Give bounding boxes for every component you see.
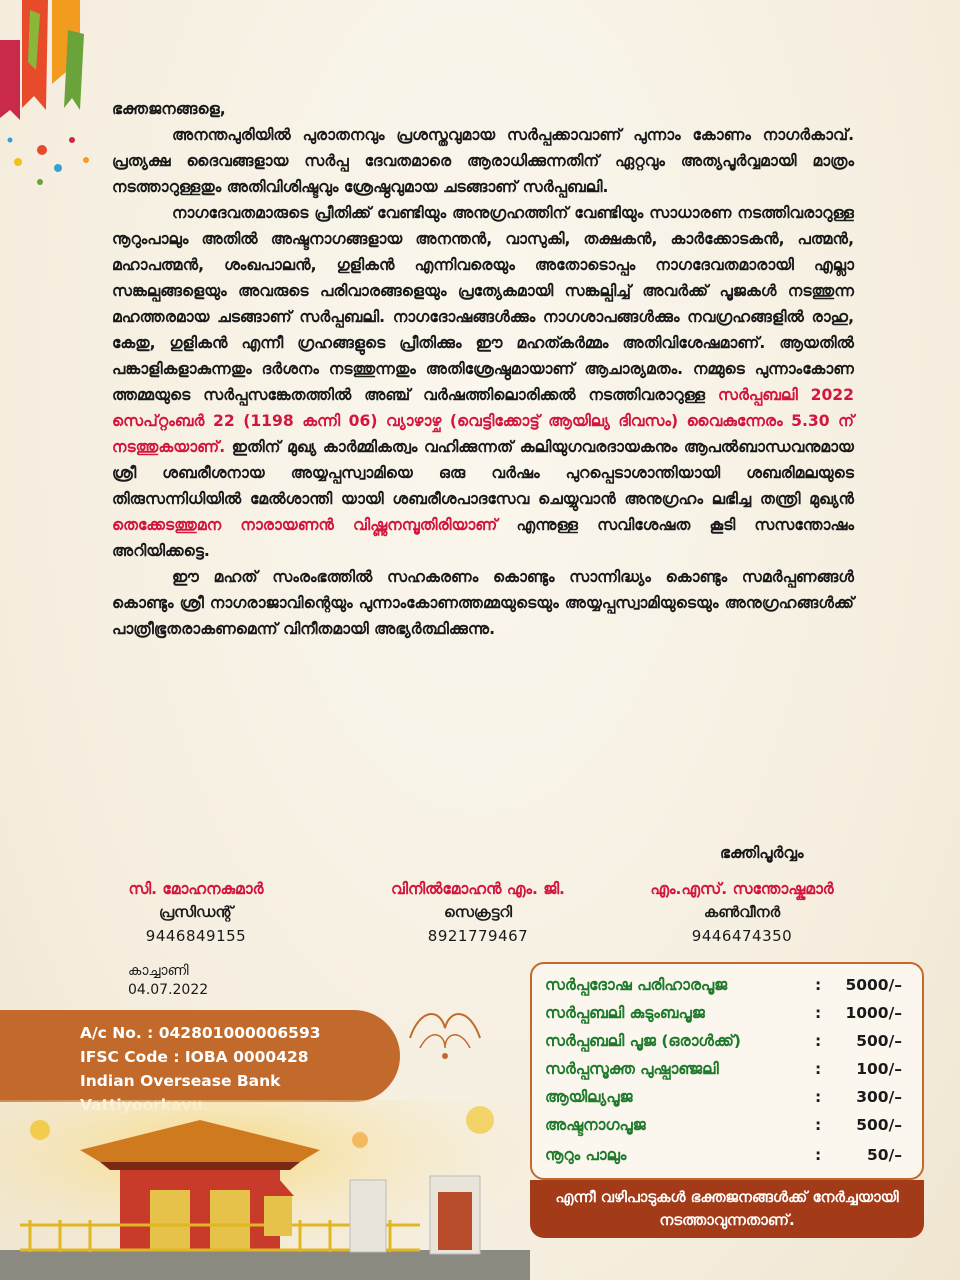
signatory-role: പ്രസിഡന്റ് [159,903,233,921]
offering-price: 5000/– [845,976,902,994]
offering-price: 100/– [856,1060,902,1078]
offering-row [532,1060,922,1086]
closing-regards: ഭക്തിപൂർവ്വം [720,844,804,862]
offering-price: 500/– [856,1116,902,1134]
offering-row [532,976,922,1002]
offering-row [532,1088,922,1114]
ifsc-code: IFSC Code : IOBA 0000428 [80,1048,309,1066]
paragraph-3: ഈ മഹത് സംരംഭത്തിൽ സഹകരണം കൊണ്ടും സാന്നിദ്ധ്യം കൊണ്ടും സമർപ്പണങ്ങൾ കൊണ്ടും ശ്രീ നാഗരാജാവിന്റെയും പുന്നാംകോണത്തമ്മയുടെയും അയ്യപ്പസ്വാമിയുടെയും അനുഗ്രഹങ്ങൾക്ക് പാത്രീഭൂതരാകണമെന്ന് വിനീതമായി അഭ്യർത്ഥിക്കുന്നു. [112,568,854,638]
offerings-box [530,962,924,1180]
offering-name: സർപ്പദോഷ പരിഹാരപൂജ [545,976,728,994]
signatory-convener [622,880,862,945]
priest-name-highlight: തെക്കേടത്തുമന നാരായണൻ വിഷ്ണുനമ്പൂതിരിയാണ് [112,516,498,534]
temple-illustration [0,1100,530,1280]
signatory-name: എം.എസ്. സന്തോഷ്കുമാർ [650,880,834,898]
signatory-role: സെക്രട്ടറി [444,903,512,921]
offering-row [532,1004,922,1030]
signatory-secretary [368,880,588,945]
offering-price: 1000/– [845,1004,902,1022]
offering-name: ആയില്യപൂജ [545,1088,633,1106]
offering-name: സർപ്പസൂക്ത പുഷ്പാഞ്ജലി [545,1060,719,1078]
signatory-role: കൺവീനർ [703,903,781,921]
account-number: A/c No. : 042801000006593 [80,1024,321,1042]
offering-colon: : [815,1060,822,1078]
bank-details-band [0,1010,400,1102]
letter-body [112,96,854,642]
offering-colon: : [815,1088,822,1106]
bank-name: Indian Oversease Bank [80,1072,281,1090]
offering-name: സർപ്പബലി പൂജ (ഒരാൾക്ക്) [545,1032,741,1050]
signatory-name: വിനിൽമോഹൻ എം. ജി. [391,880,565,898]
offering-row [532,1116,922,1142]
signatory-phone: 9446474350 [691,927,793,945]
offerings-note: എന്നീ വഴിപാടുകൾ ഭക്തജനങ്ങൾക്ക് നേർച്ചയായി നടത്താവുന്നതാണ്. [530,1180,924,1238]
signatory-phone: 8921779467 [427,927,529,945]
paragraph-2-text-c: എന്നുള്ള സവിശേഷത കൂടി സസന്തോഷം അറിയിക്കട്ടെ. [112,516,854,560]
paragraph-1: അനന്തപുരിയിൽ പുരാതനവും പ്രശസ്തവുമായ സർപ്പക്കാവാണ് പുന്നാം കോണം നാഗർകാവ്. പ്രത്യക്ഷ ദൈവങ്ങളായ സർപ്പ ദേവതമാരെ ആരാധിക്കുന്നതിന് ഏറ്റവും അത്യപൂർവ്വമായി മാത്രം നടത്താറുള്ളതും അതിവിശിഷ്ടവും ശ്രേഷ്ഠവുമായ ചടങ്ങാണ് സർപ്പബലി. [112,126,854,196]
offering-row [532,1032,922,1058]
signatory-name: സി. മോഹനകുമാർ [128,880,264,898]
decorative-ribbons [0,0,100,190]
offering-colon: : [815,1004,822,1022]
offering-colon: : [815,976,822,994]
paragraph-2-text-b: ഇതിന് മുഖ്യ കാർമ്മികത്വം വഹിക്കുന്നത് കലിയുഗവരദായകനും ആപൽബാന്ധവനുമായ ശ്രീ ശബരീശനായ അയ്യപ്പസ്വാമിയെ ഒരു വർഷം പുറപ്പെടാശാന്തിയായി ശബരിമലയുടെ തിരുസന്നിധിയിൽ മേൽശാന്തി യായി ശബരീശപാദസേവ ചെയ്യുവാൻ അനുഗ്രഹം ലഭിച്ച തന്ത്രി മുഖ്യൻ [112,438,854,508]
offering-name: നൂറും പാലും [545,1146,627,1164]
offering-price: 500/– [856,1032,902,1050]
place-name: കാച്ചാണി [128,963,189,979]
letter-date: 04.07.2022 [128,982,209,998]
offering-colon: : [815,1032,822,1050]
offering-colon: : [815,1116,822,1134]
offering-name: സർപ്പബലി കുടുംബപൂജ [545,1004,705,1022]
event-date-highlight: സർപ്പബലി 2022 സെപ്റ്റംബർ 22 (1198 കന്നി 06) വ്യാഴാഴ്ച (വെട്ടിക്കോട്ട് ആയില്യ ദിവസം) വൈകുന്നേരം 5.30 ന് നടത്തുകയാണ്. [112,386,855,456]
offering-colon: : [815,1146,822,1164]
signatory-phone: 9446849155 [145,927,247,945]
offering-price: 50/– [867,1146,902,1164]
flourish-ornament [400,998,490,1068]
offering-row [532,1146,922,1172]
paragraph-2 [112,200,854,564]
signatory-president [96,880,296,945]
offering-name: അഷ്ടനാഗപൂജ [545,1116,646,1134]
place-date [128,962,208,1000]
paragraph-2-text-a: നാഗദേവതമാരുടെ പ്രീതിക്ക് വേണ്ടിയും അനുഗ്രഹത്തിന് വേണ്ടിയും സാധാരണ നടത്തിവരാറുള്ള നൂറുംപാലും അതിൽ അഷ്ടനാഗങ്ങളായ അനന്തൻ, വാസുകി, തക്ഷകൻ, കാർക്കോടകൻ, പത്മൻ, മഹാപത്മൻ, ശംഖപാലൻ, ഗുളികൻ എന്നിവരെയും അതോടൊപ്പം നാഗദേവതമാരായി എല്ലാ സങ്കല്പങ്ങളെയും അവരുടെ പരിവാരങ്ങളെയും പ്രത്യേകമായി സങ്കല്പിച്ച് അവർക്ക് പൂജകൾ നടത്തുന്ന മഹത്തരമായ ചടങ്ങാണ് സർപ്പബലി. നാഗദോഷങ്ങൾക്കും നാഗശാപങ്ങൾക്കും നവഗ്രഹങ്ങളിൽ രാഹു, കേതു, ഗുളികൻ എന്നീ ഗ്രഹങ്ങളുടെ പ്രീതിക്കും ഈ മഹത്കർമ്മം അതിവിശേഷമാണ്. ആയതിൽ പങ്കാളികളാകുന്നതും ദർശനം നടത്തുന്നതും അതിശ്രേഷ്ഠമായാണ് ആചാര്യമതം. നമ്മുടെ പുന്നാംകോണ ത്തമ്മയുടെ സർപ്പസങ്കേതത്തിൽ അഞ്ച് വർഷത്തിലൊരിക്കൽ നടത്തിവരാറുള്ള [112,204,854,404]
salutation: ഭക്തജനങ്ങളെ, [112,100,226,118]
offering-price: 300/– [856,1088,902,1106]
